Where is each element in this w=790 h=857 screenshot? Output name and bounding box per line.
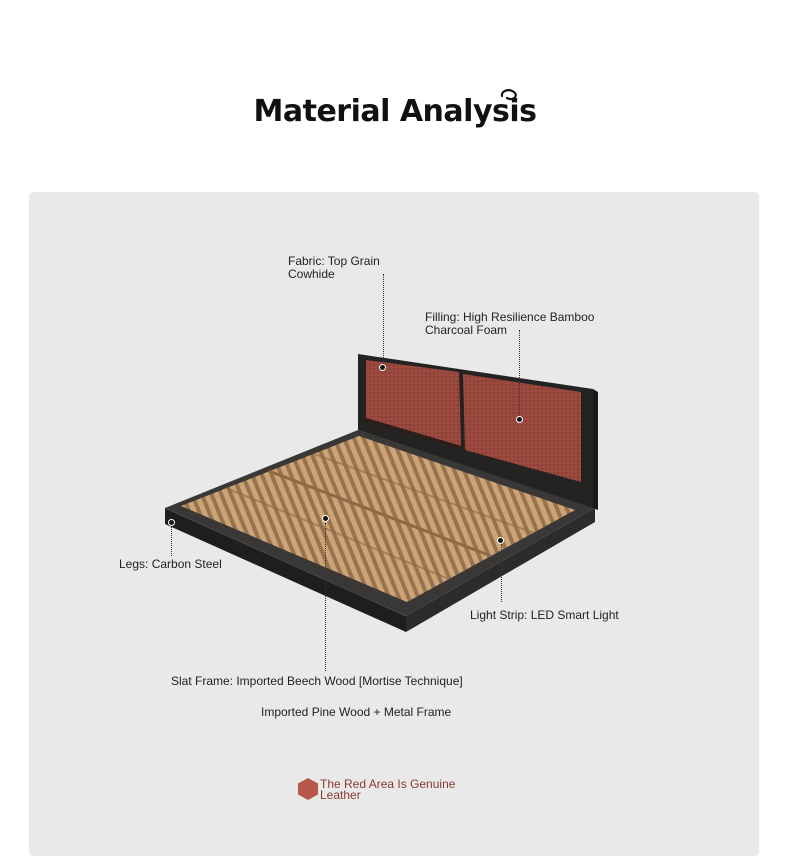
legend-text: The Red Area Is Genuine Leather bbox=[320, 777, 456, 802]
label-frame: Imported Pine Wood + Metal Frame bbox=[261, 705, 452, 719]
leader-line-fabric bbox=[383, 274, 384, 366]
leader-line-filling bbox=[519, 330, 520, 418]
leader-line-light-strip bbox=[501, 544, 502, 602]
swirl-decoration bbox=[497, 86, 521, 110]
label-filling: Filling: High Resilience Bamboo Charcoal Foam bbox=[425, 310, 595, 337]
label-light-strip: Light Strip: LED Smart Light bbox=[470, 608, 619, 622]
label-slat-frame: Slat Frame: Imported Beech Wood [Mortise Technique] bbox=[171, 674, 463, 688]
leather-swatch-icon bbox=[296, 777, 320, 801]
marker-legs bbox=[168, 519, 175, 526]
marker-fabric bbox=[379, 364, 386, 371]
bed-illustration bbox=[29, 192, 759, 856]
material-panel bbox=[29, 192, 759, 856]
marker-light-strip bbox=[497, 537, 504, 544]
leader-line-slat-frame bbox=[325, 523, 326, 671]
page-title: Material Analysis bbox=[253, 94, 537, 129]
marker-slat-frame bbox=[322, 515, 329, 522]
leader-line-legs bbox=[171, 526, 172, 556]
marker-filling bbox=[516, 416, 523, 423]
label-legs: Legs: Carbon Steel bbox=[119, 557, 222, 571]
label-fabric: Fabric: Top Grain Cowhide bbox=[288, 254, 380, 281]
